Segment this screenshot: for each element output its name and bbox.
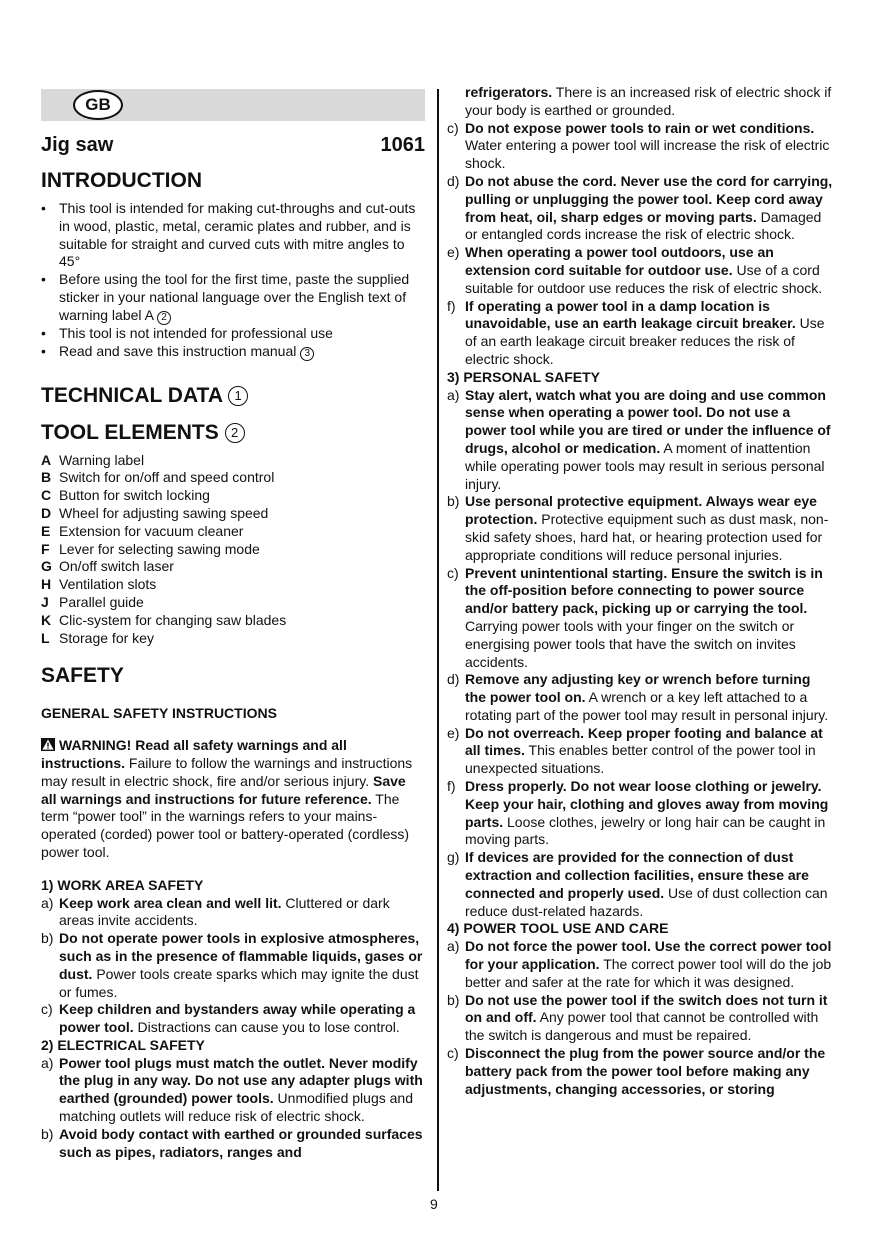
product-name: Jig saw <box>41 134 114 156</box>
list-item: c) Prevent unintentional starting. Ensure the switch is in the off-position before connecting to power source and/or battery pack, picking up or carrying the tool. Carrying power tools with your finger on the switch or energising power tools that have the switch on invites accidents. <box>447 564 823 670</box>
list-item: G On/off switch laser <box>41 558 174 575</box>
power-tool-use-heading: 4) POWER TOOL USE AND CARE <box>447 920 669 937</box>
list-item: A Warning label <box>41 451 145 468</box>
ref-3-icon: 3 <box>300 347 314 361</box>
ref-2-icon: 2 <box>225 423 245 443</box>
electrical-safety-heading: 2) ELECTRICAL SAFETY <box>41 1036 205 1053</box>
list-item: d) Do not abuse the cord. Never use the cord for carrying, pulling or unplugging the power tool. Keep cord away from heat, oil, sharp edges or moving parts. Damaged or entangled cords increase the risk of electric shock. <box>447 172 833 243</box>
model-number: 1061 <box>380 134 425 156</box>
list-item: b) Use personal protective equipment. Always wear eye protection. Protective equipment such as dust mask, non-skid safety shoes, hard hat, or hearing protection used for appropriate conditions will reduce personal injuries. <box>447 493 829 563</box>
list-item: f) If operating a power tool in a damp location is unavoidable, use an earth leakage circuit breaker. Use of an earth leakage circuit breaker reduces the risk of electric shock. <box>447 297 825 367</box>
list-item: b) Avoid body contact with earthed or grounded surfaces such as pipes, radiators, ranges and <box>41 1125 423 1160</box>
left-column <box>41 89 425 1161</box>
list-item: c) Disconnect the plug from the power source and/or the battery pack from the power tool before making any adjustments, changing accessories, or storing <box>447 1045 826 1097</box>
right-column <box>447 84 835 1098</box>
list-item: a) Stay alert, watch what you are doing and use common sense when operating a power tool. Do not use a power tool while you are tired or under the influence of drugs, alcohol or medication. A moment of inattention while operating power tools may result in serious personal injury. <box>447 386 831 492</box>
ref-2-icon: 2 <box>157 311 171 325</box>
ref-1-icon: 1 <box>228 386 248 406</box>
intro-bullet: • Before using the tool for the first time, paste the supplied sticker in your national language over the English text of warning label A 2 <box>41 271 425 325</box>
warning-paragraph: WARNING! Read all safety warnings and all instructions. Failure to follow the warnings and instructions may result in electric shock, fire and/or serious injury. Save all warnings and instructions for future reference. The term “power tool” in the warnings refers to your mains-operated (corded) power tool or battery-operated (cordless) power tool. <box>41 737 413 860</box>
list-item-continued: refrigerators. There is an increased risk of electric shock if your body is earthed or grounded. <box>465 84 832 118</box>
column-divider <box>437 89 439 1191</box>
list-item: a) Power tool plugs must match the outlet. Never modify the plug in any way. Do not use any adapter plugs with earthed (grounded) power tools. Unmodified plugs and matching outlets will reduce risk of electric shock. <box>41 1054 423 1125</box>
list-item: b) Do not use the power tool if the switch does not turn it on and off. Any power tool that cannot be controlled with the switch is dangerous and must be repaired. <box>447 991 828 1044</box>
list-item: e) Do not overreach. Keep proper footing and balance at all times. This enables better control of the power tool in unexpected situations. <box>447 724 823 777</box>
language-badge: GB <box>73 90 123 120</box>
tool-elements-list <box>41 452 425 648</box>
general-safety-heading: GENERAL SAFETY INSTRUCTIONS <box>41 705 277 722</box>
intro-bullet: • This tool is not intended for professional use <box>41 325 425 343</box>
intro-heading: INTRODUCTION <box>41 169 202 192</box>
personal-safety-heading: 3) PERSONAL SAFETY <box>447 368 600 385</box>
intro-bullet: • This tool is intended for making cut-throughs and cut-outs in wood, plastic, metal, ceramic plates and rubber, and is suitable for straight and curved cuts with mitre angles to 45° <box>41 200 425 271</box>
list-item: H Ventilation slots <box>41 576 157 593</box>
list-item: F Lever for selecting sawing mode <box>41 540 260 557</box>
technical-data-heading: TECHNICAL DATA 1 <box>41 383 425 409</box>
list-item: a) Do not force the power tool. Use the correct power tool for your application. The correct power tool will do the job better and safer at the rate for which it was designed. <box>447 938 832 990</box>
tool-elements-heading: TOOL ELEMENTS 2 <box>41 420 425 446</box>
list-item: g) If devices are provided for the connection of dust extraction and collection facilities, ensure these are connected and properly used. Use of dust collection can reduce dust-related hazards. <box>447 849 828 919</box>
list-item: B Switch for on/off and speed control <box>41 469 275 486</box>
list-item: a) Keep work area clean and well lit. Cluttered or dark areas invite accidents. <box>41 894 390 929</box>
list-item: d) Remove any adjusting key or wrench before turning the power tool on. A wrench or a key left attached to a rotating part of the power tool may result in personal injury. <box>447 671 829 723</box>
list-item: c) Keep children and bystanders away while operating a power tool. Distractions can cause you to lose control. <box>41 1001 416 1036</box>
list-item: J Parallel guide <box>41 593 144 610</box>
page-number: 9 <box>430 1196 438 1212</box>
warning-triangle-icon <box>41 738 55 751</box>
list-item: D Wheel for adjusting sawing speed <box>41 504 269 521</box>
list-item: f) Dress properly. Do not wear loose clothing or jewelry. Keep your hair, clothing and gloves away from moving parts. Loose clothes, jewelry or long hair can be caught in moving parts. <box>447 778 829 848</box>
intro-list <box>41 200 425 361</box>
list-item: L Storage for key <box>41 629 154 646</box>
list-item: b) Do not operate power tools in explosive atmospheres, such as in the presence of flammable liquids, gases or dust. Power tools create sparks which may ignite the dust or fumes. <box>41 930 423 1000</box>
list-item: c) Do not expose power tools to rain or wet conditions. Water entering a power tool will increase the risk of electric shock. <box>447 119 830 172</box>
intro-bullet: • Read and save this instruction manual 3 <box>41 343 425 361</box>
product-title-row <box>41 133 425 157</box>
list-item: K Clic-system for changing saw blades <box>41 611 287 628</box>
work-area-safety-heading: 1) WORK AREA SAFETY <box>41 876 204 893</box>
list-item: C Button for switch locking <box>41 487 210 504</box>
list-item: E Extension for vacuum cleaner <box>41 522 244 539</box>
language-bar <box>41 89 425 121</box>
safety-heading: SAFETY <box>41 664 124 688</box>
list-item: e) When operating a power tool outdoors, use an extension cord suitable for outdoor use. Use of a cord suitable for outdoor use reduces the risk of electric shock. <box>447 244 823 296</box>
